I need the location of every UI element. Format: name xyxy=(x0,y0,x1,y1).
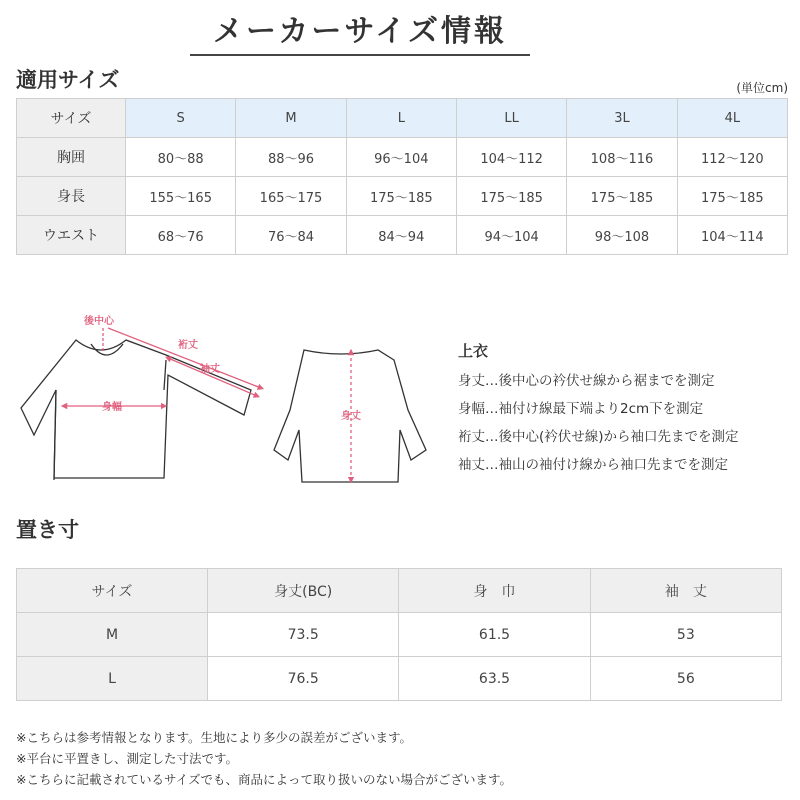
sode-label: 袖丈 xyxy=(200,364,220,375)
size-table-header-row xyxy=(17,99,788,138)
mihaba-label: 身幅 xyxy=(102,402,122,413)
mitake-label: 身丈 xyxy=(341,411,361,422)
table-cell: 80〜88 xyxy=(126,138,236,177)
flat-table-header-row xyxy=(17,569,782,613)
description-line: 袖丈…袖山の袖付け線から袖口先までを測定 xyxy=(458,457,728,473)
row-label: M xyxy=(17,613,208,657)
note-line: ※こちらに記載されているサイズでも、商品によって取り扱いのない場合がございます。 xyxy=(16,772,512,787)
description-line: 身幅…袖付け線最下端より2cm下を測定 xyxy=(458,401,704,417)
table-cell: 165〜175 xyxy=(236,177,346,216)
note-line: ※こちらは参考情報となります。生地により多少の誤差がございます。 xyxy=(16,730,412,745)
garment-diagram xyxy=(16,300,446,500)
garment-type-heading: 上衣 xyxy=(458,342,489,360)
table-cell: 175〜185 xyxy=(567,177,677,216)
table-row xyxy=(17,613,782,657)
note-line: ※平台に平置きし、測定した寸法です。 xyxy=(16,751,238,766)
table-cell: 56 xyxy=(590,657,781,701)
table-cell: 68〜76 xyxy=(126,216,236,255)
table-cell: 98〜108 xyxy=(567,216,677,255)
header-cell: LL xyxy=(456,99,566,138)
unit-note: (単位cm) xyxy=(736,81,788,95)
table-cell: 96〜104 xyxy=(346,138,456,177)
table-cell: 104〜112 xyxy=(456,138,566,177)
table-cell: 76〜84 xyxy=(236,216,346,255)
header-cell: サイズ xyxy=(17,569,208,613)
description-line: 裄丈…後中心(衿伏せ線)から袖口先までを測定 xyxy=(458,429,739,445)
header-cell: サイズ xyxy=(17,99,126,138)
title-underline xyxy=(190,54,530,56)
table-cell: 175〜185 xyxy=(456,177,566,216)
header-cell: 3L xyxy=(567,99,677,138)
notes xyxy=(16,727,796,790)
table-cell: 175〜185 xyxy=(346,177,456,216)
description-line: 身丈…後中心の衿伏せ線から裾までを測定 xyxy=(458,373,715,389)
row-label: 胸囲 xyxy=(17,138,126,177)
header-cell: 袖 丈 xyxy=(590,569,781,613)
size-table-title: 適用サイズ xyxy=(16,68,120,92)
table-row xyxy=(17,657,782,701)
table-row xyxy=(17,138,788,177)
header-cell: S xyxy=(126,99,236,138)
header-cell: L xyxy=(346,99,456,138)
header-cell: 4L xyxy=(677,99,787,138)
row-label: L xyxy=(17,657,208,701)
size-table xyxy=(16,98,788,255)
row-label: 身長 xyxy=(17,177,126,216)
row-label: ウエスト xyxy=(17,216,126,255)
page-title: メーカーサイズ情報 xyxy=(213,14,507,49)
front-shirt-illustration xyxy=(21,340,251,480)
back-center-label: 後中心 xyxy=(84,316,114,327)
table-cell: 175〜185 xyxy=(677,177,787,216)
table-cell: 61.5 xyxy=(399,613,590,657)
table-cell: 63.5 xyxy=(399,657,590,701)
table-row xyxy=(17,216,788,255)
table-cell: 84〜94 xyxy=(346,216,456,255)
header-cell: M xyxy=(236,99,346,138)
yuki-label: 裄丈 xyxy=(178,340,198,351)
table-row xyxy=(17,177,788,216)
table-cell: 88〜96 xyxy=(236,138,346,177)
measurement-descriptions xyxy=(458,340,788,479)
table-cell: 104〜114 xyxy=(677,216,787,255)
table-cell: 76.5 xyxy=(208,657,399,701)
header-cell: 身 巾 xyxy=(399,569,590,613)
flat-measure-table xyxy=(16,568,782,701)
header-cell: 身丈(BC) xyxy=(208,569,399,613)
table-cell: 108〜116 xyxy=(567,138,677,177)
table-cell: 94〜104 xyxy=(456,216,566,255)
table-cell: 73.5 xyxy=(208,613,399,657)
table-cell: 53 xyxy=(590,613,781,657)
flat-table-title: 置き寸 xyxy=(16,518,79,542)
table-cell: 112〜120 xyxy=(677,138,787,177)
table-cell: 155〜165 xyxy=(126,177,236,216)
